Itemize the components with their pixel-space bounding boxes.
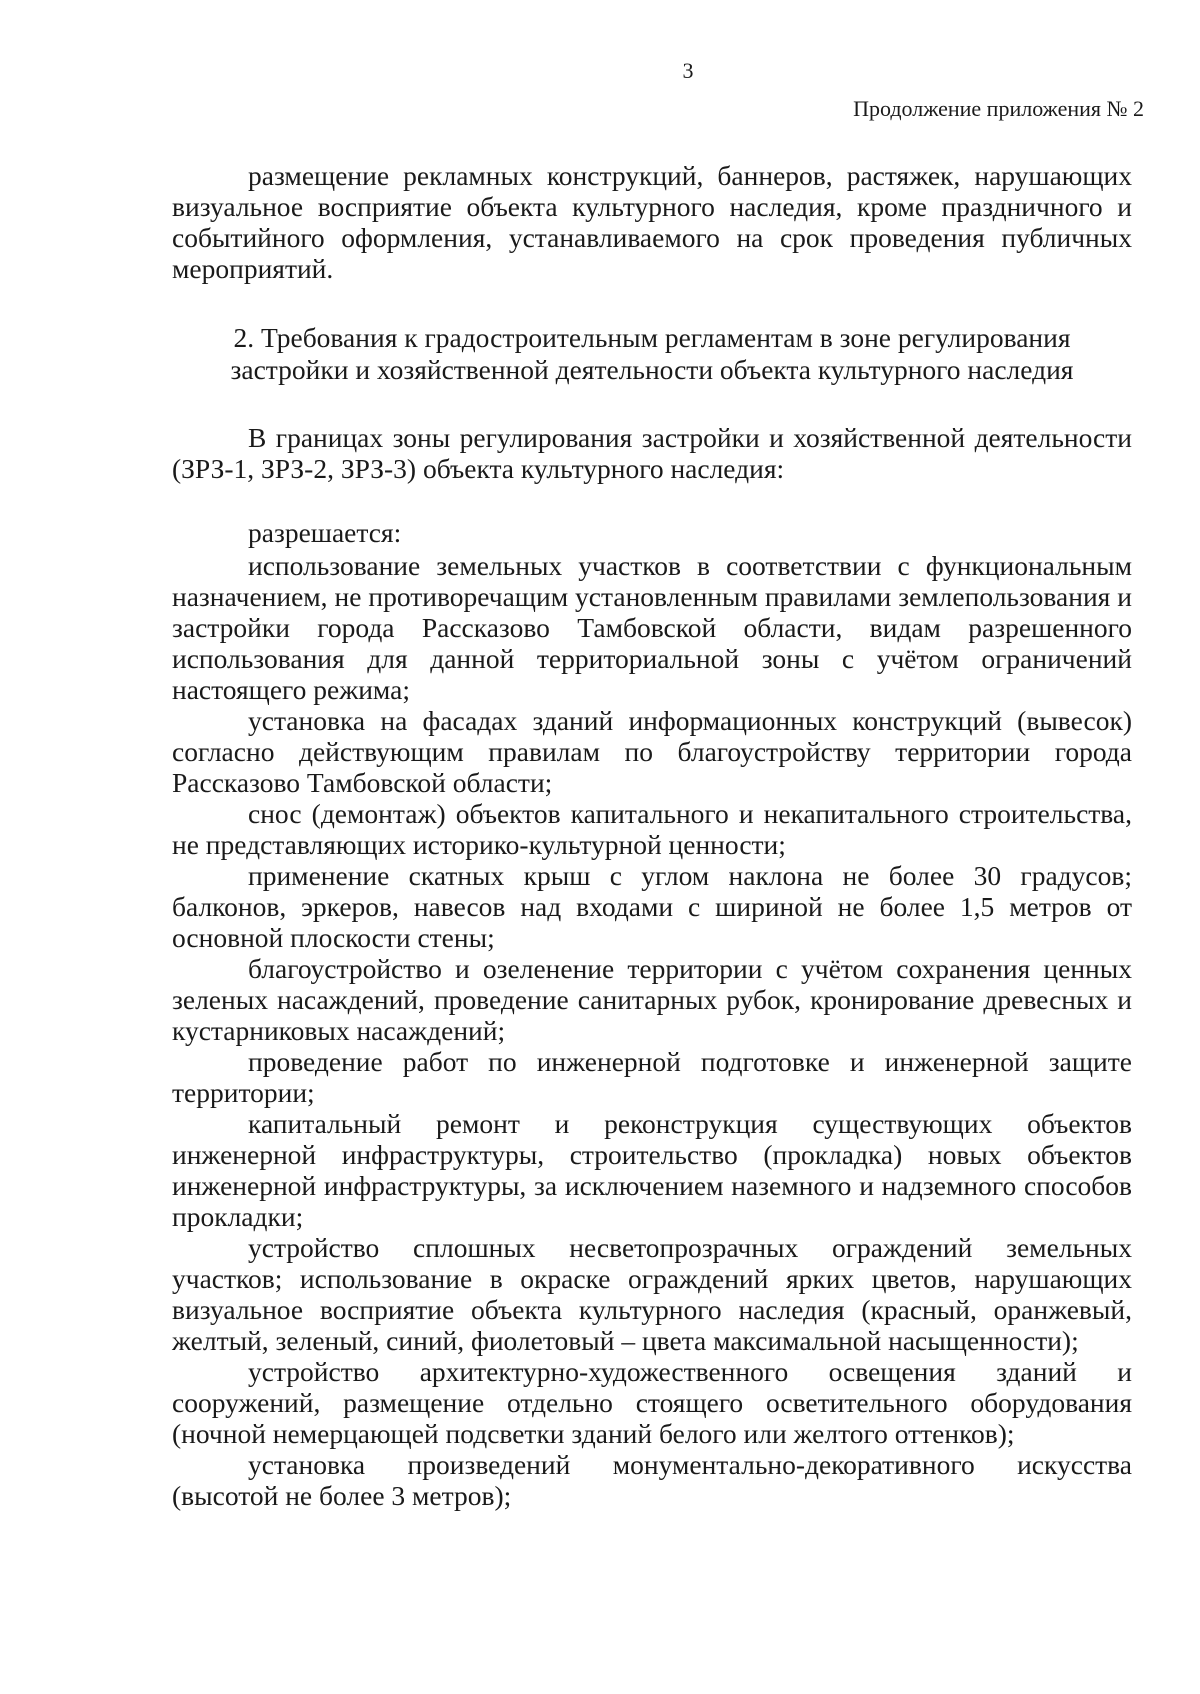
intro-paragraph: размещение рекламных конструкций, баннеров, растяжек, нарушающих визуальное восприятие объекта культурного наследия, кроме праздничного и событийного оформления, устанавливаемого на срок проведения публичных мероприятий. (172, 160, 1132, 284)
list-item: благоустройство и озеленение территории с учётом сохранения ценных зеленых насаждений, проведение санитарных рубок, кронирование древесных и кустарниковых насаждений; (172, 953, 1132, 1046)
list-item: снос (демонтаж) объектов капитального и некапитального строительства, не представляющих историко-культурной ценности; (172, 798, 1132, 860)
page-number: 3 (682, 58, 694, 83)
zone-paragraph: В границах зоны регулирования застройки и хозяйственной деятельности (ЗРЗ-1, ЗРЗ-2, ЗРЗ-3) объекта культурного наследия: (172, 422, 1132, 484)
list-item: устройство архитектурно-художественного освещения зданий и сооружений, размещение отдельно стоящего осветительного оборудования (ночной немерцающей подсветки зданий белого или желтого оттенков); (172, 1356, 1132, 1449)
list-item: использование земельных участков в соответствии с функциональным назначением, не противоречащим установленным правилами землепользования и застройки города Рассказово Тамбовской области, видам разрешенного использования для данной территориальной зоны с учётом ограничений настоящего режима; (172, 550, 1132, 705)
list-item: применение скатных крыш с углом наклона не более 30 градусов; балконов, эркеров, навесов над входами с шириной не более 1,5 метров от основной плоскости стены; (172, 860, 1132, 953)
intro-paragraph-block (172, 160, 1132, 284)
list-item: установка произведений монументально-декоративного искусства (высотой не более 3 метров); (172, 1449, 1132, 1511)
list-item: устройство сплошных несветопрозрачных ограждений земельных участков; использование в окраске ограждений ярких цветов, нарушающих визуальное восприятие объекта культурного наследия (красный, оранжевый, желтый, зеленый, синий, фиолетовый – цвета максимальной насыщенности); (172, 1232, 1132, 1356)
permitted-items-list (172, 550, 1132, 1511)
zone-paragraph-block (172, 422, 1132, 484)
list-item: капитальный ремонт и реконструкция существующих объектов инженерной инфраструктуры, строительство (прокладка) новых объектов инженерной инфраструктуры, за исключением наземного и надземного способов прокладки; (172, 1108, 1132, 1232)
list-item: установка на фасадах зданий информационных конструкций (вывесок) согласно действующим правилам по благоустройству территории города Рассказово Тамбовской области; (172, 705, 1132, 798)
section-heading: 2. Требования к градостроительным регламентам в зоне регулирования застройки и хозяйственной деятельности объекта культурного наследия (230, 322, 1074, 385)
list-item: проведение работ по инженерной подготовке и инженерной защите территории; (172, 1046, 1132, 1108)
permitted-label: разрешается: (248, 517, 402, 548)
appendix-continuation-label: Продолжение приложения № 2 (853, 96, 1144, 121)
